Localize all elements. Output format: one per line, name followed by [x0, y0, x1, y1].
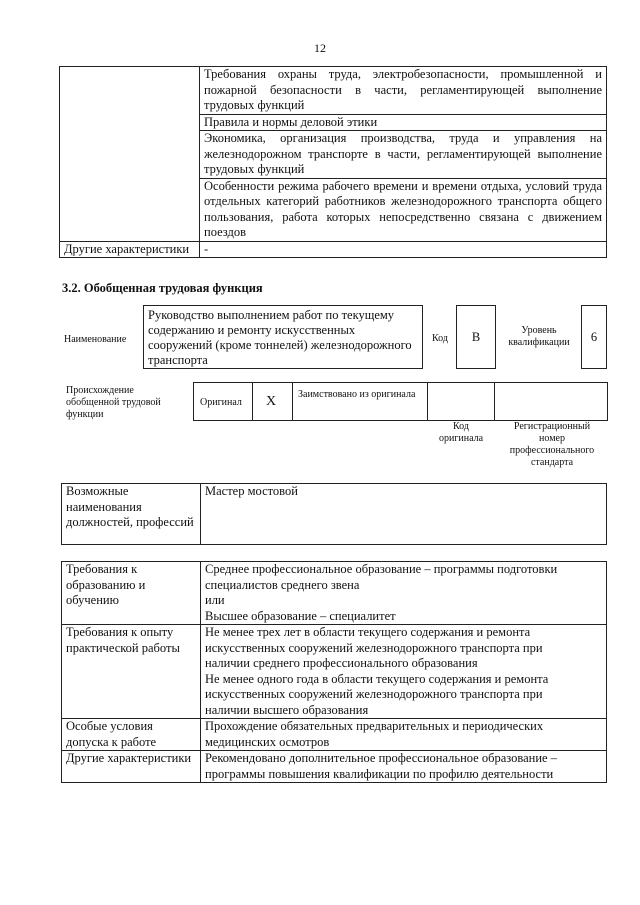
text-line: Рекомендовано дополнительное профессиональное образование – [205, 751, 557, 765]
table-cell [201, 719, 607, 751]
table-cell: Требования к опыту практической работы [62, 625, 201, 719]
table-row [60, 241, 607, 258]
requirements-table [61, 561, 607, 783]
text-line: искусственных сооружений железнодорожного транспорта при [205, 640, 543, 655]
code-box [456, 305, 496, 369]
positions-table [61, 483, 607, 545]
table-row [62, 719, 607, 751]
table-cell: Возможные наименования должностей, профессий [62, 484, 201, 545]
divider [252, 382, 253, 421]
function-name-box [143, 305, 423, 369]
table-cell: Особые условия допуска к работе [62, 719, 201, 751]
table-cell: Особенности режима рабочего времени и времени отдыха, условий труда отдельных категорий работников железнодорожного транспорта общего пользования, работа которых непосредственно связана с движением поездов [200, 178, 607, 241]
page-number: 12 [314, 41, 326, 55]
borrowed-label: Заимствовано из оригинала [298, 389, 416, 400]
table-cell [201, 625, 607, 719]
level-label: Уровень квалификации [508, 325, 570, 348]
table-cell: Другие характеристики [62, 751, 201, 783]
table-cell: - [200, 241, 607, 258]
text-line: или [205, 593, 225, 607]
table-row [62, 484, 607, 545]
divider [494, 382, 495, 421]
table-cell: Мастер мостовой [201, 484, 607, 545]
name-label: Наименование [64, 334, 127, 345]
text-line: Не менее одного года в области текущего содержания и ремонта [205, 671, 549, 686]
section-title: 3.2. Обобщенная трудовая функция [62, 281, 263, 295]
text-line: Среднее профессиональное образование – программы подготовки [205, 562, 558, 576]
text-line: специалистов среднего звена [205, 577, 360, 592]
reg-number-caption: Регистрационный номер профессионального стандарта [509, 421, 595, 468]
code-value: B [471, 330, 481, 344]
text-line: искусственных сооружений железнодорожного транспорта при [205, 687, 543, 701]
table-cell [201, 562, 607, 625]
table-cell: Требования охраны труда, электробезопасности, промышленной и пожарной безопасности в части, регламентирующей выполнение трудовых функций [200, 67, 607, 115]
table-row [62, 625, 607, 719]
table-row [62, 751, 607, 783]
code-label: Код [432, 333, 448, 344]
text-line: программы повышения квалификации по профилю деятельности [205, 766, 554, 781]
text-line: медицинских осмотров [205, 734, 330, 749]
table-cell: Требования к образованию и обучению [62, 562, 201, 625]
text-line: наличии высшего образования [205, 702, 369, 717]
original-label: Оригинал [200, 397, 242, 408]
table-cell: Другие характеристики [60, 241, 200, 258]
level-box [581, 305, 607, 369]
table-cell [201, 751, 607, 783]
text-line: Прохождение обязательных предварительных и периодических [205, 719, 544, 733]
divider [292, 382, 293, 421]
table-row [62, 562, 607, 625]
code-original-caption: Код оригинала [438, 421, 484, 444]
origin-row [193, 382, 608, 421]
knowledge-table [59, 66, 607, 258]
original-mark: X [266, 394, 277, 409]
text-line: Высшее образование – специалитет [205, 608, 396, 623]
text-line: наличии среднего профессионального образования [205, 656, 478, 670]
text-line: Не менее трех лет в области текущего содержания и ремонта [205, 625, 531, 639]
origin-label: Происхождение обобщенной трудовой функции [66, 385, 161, 420]
function-name: Руководство выполнением работ по текущему содержанию и ремонту искусственных сооружений (кроме тоннелей) железнодорожного транспорта [148, 308, 412, 367]
divider [427, 382, 428, 421]
table-cell: Экономика, организация производства, труда и управления на железнодорожном транспорте в части, регламентирующей выполнение трудовых функций [200, 131, 607, 179]
table-row [60, 67, 607, 115]
table-cell [60, 67, 200, 242]
level-value: 6 [590, 330, 598, 344]
table-cell: Правила и нормы деловой этики [200, 114, 607, 131]
